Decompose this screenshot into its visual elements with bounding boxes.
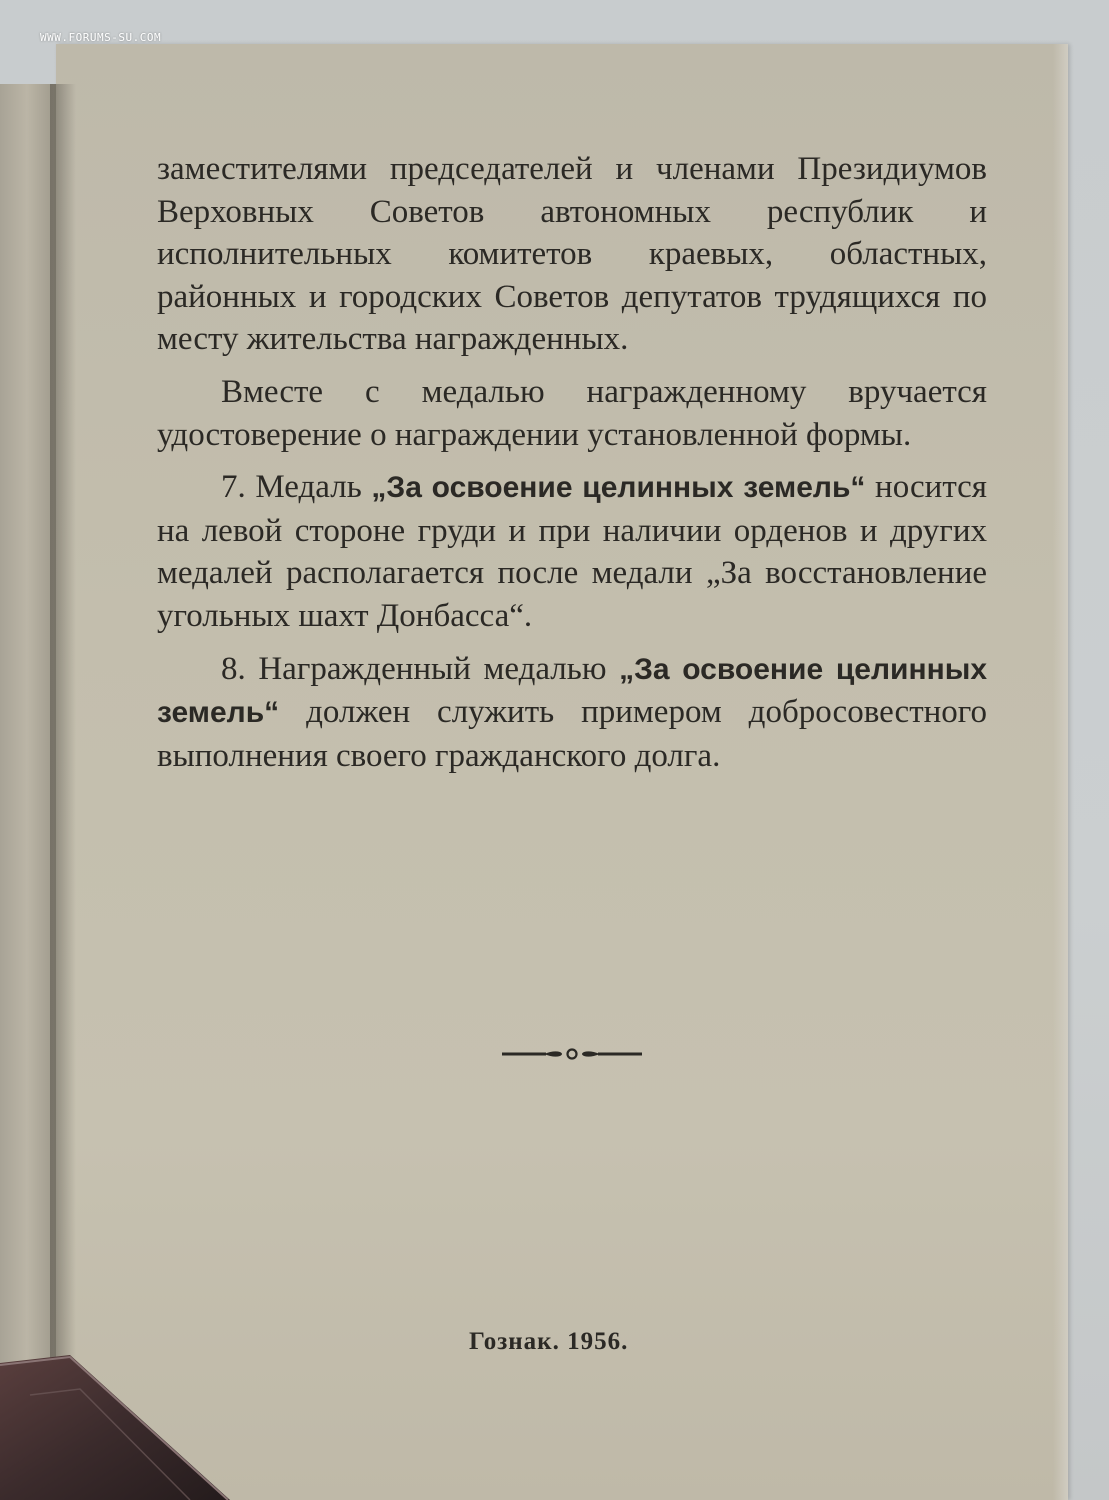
paragraph-continuation: заместителями председателей и членами Президиумов Верховных Советов автономных республик и исполнительных комитетов краевых, областных, районных и городских Советов депутатов трудящихся по месту жительства награжденных. (157, 151, 987, 358)
page-right-edge (1053, 44, 1068, 1500)
page-body-text (157, 148, 987, 787)
dash-dot-ornament-icon (500, 1043, 644, 1065)
item-8-lead: 8. Награжденный медалью (221, 650, 620, 687)
item-7-lead: 7. Медаль (221, 469, 372, 506)
paragraph-certificate: Вместе с медалью награжденному вручается удостоверение о награждении установленной формы. (157, 373, 987, 453)
item-7-medal-name: „За освоение целинных земель“ (371, 471, 866, 505)
item-8-medal-name: „За освоение целинных земель“ (157, 652, 987, 730)
medal-box-corner (0, 1355, 230, 1500)
paragraph-item-7 (157, 466, 987, 637)
item-8-text: должен служить примером добросовестного выполнения своего гражданского долга. (157, 694, 987, 774)
spine-shadow (50, 84, 76, 1500)
printer-imprint: Гознак. 1956. (469, 1328, 629, 1355)
paragraph-item-8 (157, 648, 987, 778)
watermark: WWW.FORUMS-SU.COM (40, 31, 162, 44)
item-7-text: носится на левой стороне груди и при наличии орденов и других медалей располагается после медали „За восстановление угольных шахт Донбасса“. (157, 469, 987, 634)
